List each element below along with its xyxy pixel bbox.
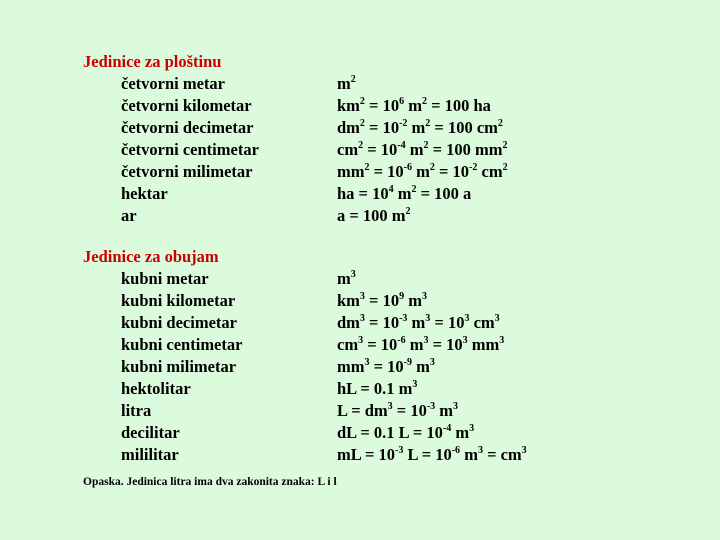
- unit-value: $m^3$: [337, 268, 356, 288]
- footnote: Opaska. Jedinica litra ima dva zakonita znaka: L i l: [83, 476, 337, 488]
- unit-value: $mm^3 = 10^{-9}$ $m^3$: [337, 356, 435, 376]
- unit-value: $km^3 = 10^9$ $m^3$: [337, 290, 427, 310]
- table-row: [0, 357, 720, 379]
- table-row: [0, 184, 720, 206]
- unit-name: četvorni kilometar: [121, 96, 252, 115]
- unit-name: četvorni decimetar: [121, 118, 254, 137]
- unit-name: kubni milimetar: [121, 357, 237, 376]
- unit-value: $mm^2 = 10^{-6}$ $m^2 = 10^{-2}$ $cm^2$: [337, 161, 508, 181]
- unit-value: a = 100 $m^2$: [337, 205, 411, 225]
- table-row: [0, 335, 720, 357]
- unit-value: $km^2 = 10^6$ $m^2 = 100$ ha: [337, 95, 491, 115]
- unit-name: kubni centimetar: [121, 335, 243, 354]
- unit-name: kubni kilometar: [121, 291, 236, 310]
- table-row: [0, 74, 720, 96]
- table-row: [0, 118, 720, 140]
- unit-name: kubni decimetar: [121, 313, 237, 332]
- table-row: [0, 269, 720, 291]
- unit-name: četvorni centimetar: [121, 140, 259, 159]
- unit-value: $m^2$: [337, 73, 356, 93]
- unit-name: hektolitar: [121, 379, 191, 398]
- table-row: [0, 445, 720, 467]
- unit-name: decilitar: [121, 423, 180, 442]
- unit-name: četvorni milimetar: [121, 162, 253, 181]
- unit-value: hL = 0.1 $m^3$: [337, 378, 418, 398]
- heading-volume-units: Jedinice za obujam: [83, 247, 219, 266]
- unit-value: $cm^3 = 10^{-6}$ $m^3 = 10^3$ $mm^3$: [337, 334, 505, 354]
- table-row: [0, 423, 720, 445]
- unit-value: ha = $10^4$ $m^2 = 100$ a: [337, 183, 472, 203]
- unit-name: mililitar: [121, 445, 179, 464]
- unit-value: dL = 0.1 $L = 10^{-4}$ $m^3$: [337, 422, 475, 442]
- table-row: [0, 206, 720, 228]
- unit-name: hektar: [121, 184, 168, 203]
- unit-name: četvorni metar: [121, 74, 225, 93]
- table-row: [0, 96, 720, 118]
- table-row: [0, 401, 720, 423]
- unit-value: $L = dm^3 = 10^{-3}$ $m^3$: [337, 400, 459, 420]
- table-row: [0, 379, 720, 401]
- table-row: [0, 291, 720, 313]
- unit-name: litra: [121, 401, 152, 420]
- table-row: [0, 140, 720, 162]
- heading-area-units: Jedinice za ploštinu: [83, 52, 222, 71]
- unit-name: ar: [121, 206, 137, 225]
- unit-value: $dm^3 = 10^{-3}$ $m^3 = 10^3$ $cm^3$: [337, 312, 500, 332]
- unit-value: $cm^2 = 10^{-4}$ $m^2 = 100$ $mm^2$: [337, 139, 508, 159]
- table-row: [0, 162, 720, 184]
- unit-value: mL = $10^{-3}$ $L = 10^{-6}$ $m^3 = cm^3$: [337, 444, 527, 464]
- table-row: [0, 313, 720, 335]
- unit-value: $dm^2 = 10^{-2}$ $m^2 = 100$ $cm^2$: [337, 117, 503, 137]
- unit-name: kubni metar: [121, 269, 209, 288]
